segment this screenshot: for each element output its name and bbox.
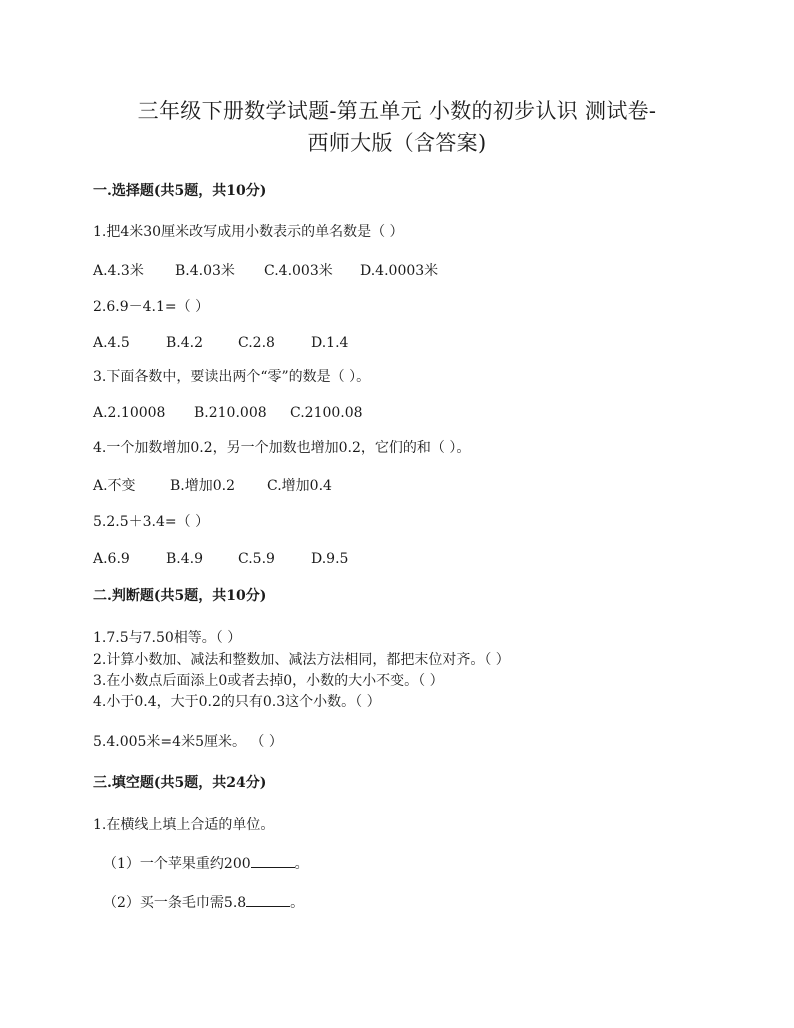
judgement-question-5: 5.4.005米=4米5厘米。 （ ）: [93, 734, 283, 750]
option-b: B.210.008: [194, 405, 267, 421]
answer-blank[interactable]: [246, 892, 290, 907]
section-heading-choice: 一.选择题(共5题，共10分): [93, 183, 267, 199]
fill-in-item-suffix: 。: [290, 895, 305, 911]
fill-in-item-2: [103, 892, 304, 913]
choice-question-1: 1.把4米30厘米改写成用小数表示的单名数是（ ）: [93, 224, 404, 240]
judgement-question-1: 1.7.5与7.50相等。（ ）: [93, 630, 242, 646]
judgement-question-3: 3.在小数点后面添上0或者去掉0，小数的大小不变。（ ）: [93, 673, 444, 689]
option-d: D.1.4: [311, 335, 349, 351]
judgement-question-2: 2.计算小数加、减法和整数加、减法方法相同，都把末位对齐。（ ）: [93, 652, 510, 668]
choice-options-1: [93, 261, 438, 281]
option-d: D.9.5: [311, 551, 349, 567]
choice-question-5: 5.2.5＋3.4=（ ）: [93, 514, 210, 530]
option-b: B.增加0.2: [170, 478, 236, 494]
choice-options-5: [93, 549, 348, 569]
option-b: B.4.03米: [175, 263, 235, 279]
choice-question-2: 2.6.9－4.1=（ ）: [93, 299, 210, 315]
option-c: C.5.9: [238, 551, 275, 567]
option-c: C.增加0.4: [267, 478, 332, 494]
choice-options-3: [93, 403, 363, 423]
fill-in-item-1: [103, 853, 309, 874]
option-a: A.6.9: [93, 551, 130, 567]
choice-options-4: [93, 476, 332, 496]
choice-question-4: 4.一个加数增加0.2，另一个加数也增加0.2，它们的和（ ）。: [93, 440, 471, 456]
document-title-line-2: 西师大版（含答案): [307, 131, 487, 155]
option-b: B.4.2: [166, 335, 204, 351]
fill-in-item-text: （1）一个苹果重约200: [103, 856, 251, 872]
choice-options-2: [93, 333, 348, 353]
section-heading-fill-in: 三.填空题(共5题，共24分): [93, 775, 267, 791]
option-d: D.4.0003米: [360, 263, 439, 279]
option-a: A.不变: [93, 478, 136, 494]
document-title-line-1: 三年级下册数学试题-第五单元 小数的初步认识 测试卷-: [137, 99, 657, 123]
fill-in-question-1: 1.在横线上填上合适的单位。: [93, 817, 275, 833]
fill-in-item-text: （2）买一条毛巾需5.8: [103, 895, 247, 911]
option-b: B.4.9: [166, 551, 204, 567]
fill-in-item-suffix: 。: [294, 856, 309, 872]
judgement-question-4: 4.小于0.4，大于0.2的只有0.3这个小数。（ ）: [93, 694, 381, 710]
option-a: A.4.3米: [93, 263, 144, 279]
option-c: C.4.003米: [264, 263, 333, 279]
option-c: C.2100.08: [290, 405, 363, 421]
option-a: A.2.10008: [93, 405, 166, 421]
choice-question-3: 3.下面各数中，要读出两个“零”的数是（ ）。: [93, 369, 371, 385]
option-c: C.2.8: [238, 335, 275, 351]
section-heading-judgement: 二.判断题(共5题，共10分): [93, 588, 267, 604]
answer-blank[interactable]: [251, 853, 295, 868]
option-a: A.4.5: [93, 335, 130, 351]
